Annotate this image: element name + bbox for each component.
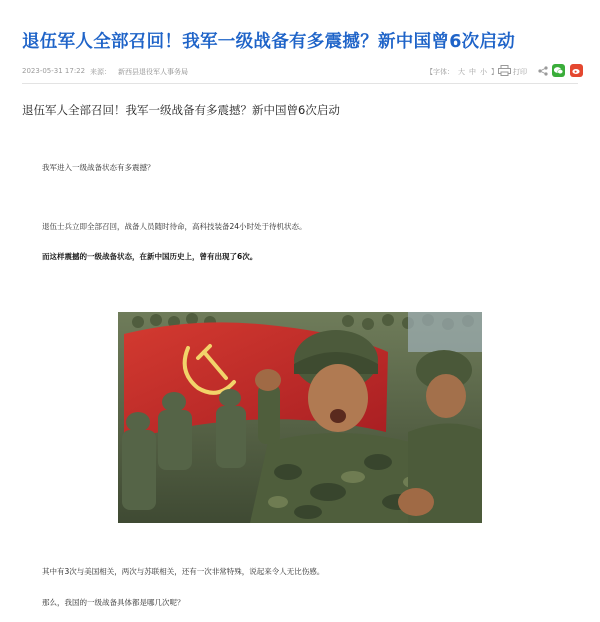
source-label: 来源： [90, 68, 111, 76]
font-size-large-button[interactable]: 大 [458, 68, 465, 76]
wechat-icon[interactable] [552, 64, 565, 77]
header-divider [22, 83, 578, 84]
article-subtitle: 退伍军人全部召回！我军一级战备有多震撼？新中国曾6次启动 [22, 103, 340, 117]
weibo-icon[interactable] [570, 64, 583, 77]
print-icon[interactable] [498, 65, 511, 76]
publish-date: 2023-05-31 17:22 [22, 67, 86, 75]
article-photo [118, 312, 482, 523]
paragraph-question: 那么，我国的一级战备具体都是哪几次呢？ [42, 598, 185, 607]
paragraph-intro: 我军进入一级战备状态有多震撼？ [42, 163, 155, 172]
font-size-end: 】 [491, 68, 498, 76]
paragraph-recall: 退伍士兵立即全部召回，战备人员随时待命，高科技装备24小时处于待机状态。 [42, 222, 307, 231]
article-headline: 退伍军人全部召回！我军一级战备有多震撼？新中国曾6次启动 [22, 32, 516, 52]
article-meta-bar [22, 62, 578, 80]
font-size-small-button[interactable]: 小 [480, 68, 487, 76]
share-icon[interactable] [538, 66, 548, 76]
font-size-medium-button[interactable]: 中 [469, 68, 476, 76]
source-name: 新西县退役军人事务局 [118, 68, 188, 76]
font-size-label: 【字体： [426, 68, 454, 76]
font-size-control [426, 67, 502, 77]
paragraph-three-with-us: 其中有3次与美国相关，两次与苏联相关，还有一次非常特殊，说起来令人无比伤感。 [42, 567, 325, 576]
paragraph-six-times: 而这样震撼的一级战备状态，在新中国历史上，曾有出现了6次。 [42, 252, 258, 261]
print-button[interactable]: 打印 [513, 68, 527, 76]
